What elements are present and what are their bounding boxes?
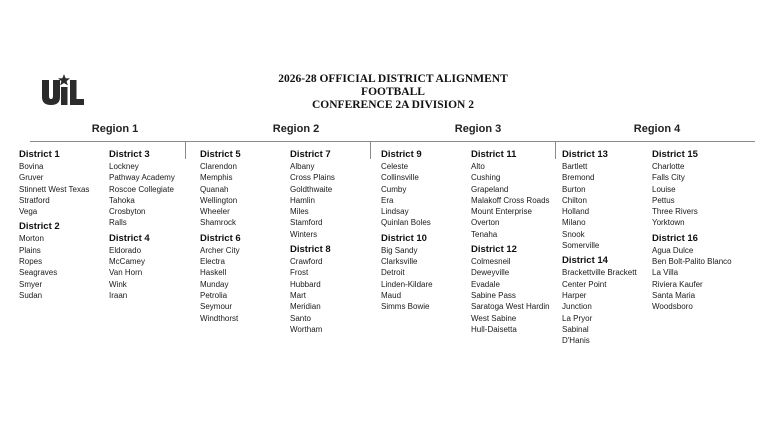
school-name: Brackettville Brackett [562, 268, 637, 278]
school-name: Ben Bolt-Palito Blanco [652, 257, 732, 267]
school-name: West Sabine [471, 313, 517, 323]
school-name: Stinnett West Texas [19, 184, 90, 194]
school-name: Roscoe Collegiate [109, 184, 174, 194]
district-name: District 13 [562, 149, 608, 160]
school-name: Agua Dulce [652, 245, 694, 255]
school-name: Wortham [290, 324, 323, 334]
school-name: Hull-Daisetta [471, 324, 517, 334]
school-name: Charlotte [652, 162, 685, 171]
school-name: Saratoga West Hardin [471, 302, 550, 312]
school-name: Electra [200, 257, 225, 267]
district-column [381, 148, 433, 316]
school-name: Iraan [109, 290, 128, 300]
district-name: District 8 [290, 244, 331, 256]
school-name: Morton [19, 234, 44, 244]
school-name: Collinsville [381, 173, 419, 183]
district-block [290, 148, 335, 240]
school-name: McCamey [109, 257, 146, 267]
district-name: District 3 [109, 149, 150, 160]
school-name: Ropes [19, 257, 43, 267]
district-name: District 14 [562, 255, 608, 267]
region-1-heading: Region 1 [91, 123, 139, 135]
district-block [652, 232, 732, 313]
district-block [381, 148, 433, 229]
school-name: Junction [562, 302, 592, 312]
school-name: Quinlan Boles [381, 218, 431, 228]
district-block [471, 243, 550, 335]
school-name: Stamford [290, 218, 323, 228]
district-block [290, 243, 335, 335]
district-column [290, 148, 335, 338]
school-name: Vega [19, 207, 38, 217]
school-name: Bartlett [562, 162, 588, 171]
title-line-2: FOOTBALL [361, 86, 425, 98]
region-3-heading: Region 3 [454, 123, 502, 135]
school-name: Goldthwaite [290, 184, 333, 194]
school-name: Mart [290, 290, 306, 300]
school-name: Wink [109, 279, 127, 289]
region-divider [370, 141, 371, 159]
district-name: District 16 [652, 232, 698, 244]
district-block [109, 232, 175, 301]
school-name: Era [381, 195, 394, 205]
school-name: Linden-Kildare [381, 279, 433, 289]
school-name: Lockney [109, 162, 139, 171]
school-name: Celeste [381, 162, 409, 171]
school-name: Eldorado [109, 245, 142, 255]
school-name: Deweyville [471, 268, 510, 278]
school-name: Crosbyton [109, 207, 146, 217]
school-name: Riviera Kaufer [652, 279, 703, 289]
school-name: Maud [381, 290, 402, 300]
district-block [200, 232, 241, 324]
school-name: Simms Bowie [381, 302, 430, 312]
school-name: Shamrock [200, 218, 237, 228]
school-name: Holland [562, 207, 590, 217]
school-name: Cushing [471, 173, 501, 183]
school-name: Albany [290, 162, 315, 171]
school-name: Chilton [562, 195, 587, 205]
school-name: Gruver [19, 173, 44, 183]
school-name: Lindsay [381, 207, 409, 217]
school-name: Harper [562, 290, 587, 300]
district-name: District 9 [381, 149, 422, 160]
school-name: Petrolia [200, 290, 228, 300]
school-name: Sabine Pass [471, 290, 516, 300]
district-name: District 10 [381, 232, 427, 244]
school-name: Falls City [652, 173, 685, 183]
school-name: Cross Plains [290, 173, 335, 183]
school-name: Seagraves [19, 268, 58, 278]
school-name: Overton [471, 218, 500, 228]
school-name: Bovina [19, 162, 44, 171]
school-name: Meridian [290, 302, 321, 312]
district-block [200, 148, 241, 229]
district-block [562, 254, 637, 346]
district-block [471, 148, 550, 240]
school-name: Sabinal [562, 324, 589, 334]
school-name: Snook [562, 229, 585, 239]
school-name: Pettus [652, 195, 675, 205]
school-name: Burton [562, 184, 586, 194]
school-name: Alto [471, 162, 485, 171]
school-name: Windthorst [200, 313, 239, 323]
school-name: Smyer [19, 279, 43, 289]
district-column [562, 148, 637, 349]
school-name: Woodsboro [652, 302, 693, 312]
school-name: Bremond [562, 173, 595, 183]
school-name: Seymour [200, 302, 233, 312]
region-4-heading: Region 4 [633, 123, 681, 135]
school-name: Somerville [562, 241, 600, 251]
district-block [562, 148, 637, 251]
district-column [109, 148, 175, 304]
school-name: Frost [290, 268, 309, 278]
district-block [381, 232, 433, 313]
school-name: La Pryor [562, 313, 593, 323]
school-name: Stratford [19, 195, 50, 205]
school-name: Grapeland [471, 184, 509, 194]
school-name: Santa Maria [652, 290, 696, 300]
school-name: D'Hanis [562, 336, 590, 346]
school-name: Detroit [381, 268, 405, 278]
school-name: Center Point [562, 279, 607, 289]
school-name: Three Rivers [652, 207, 698, 217]
header-divider [30, 141, 755, 142]
district-block [19, 220, 89, 301]
district-name: District 1 [19, 149, 60, 160]
document-title [240, 73, 546, 112]
district-column [19, 148, 89, 304]
school-name: Cumby [381, 184, 407, 194]
school-name: Clarksville [381, 257, 418, 267]
school-name: Memphis [200, 173, 233, 183]
school-name: Miles [290, 207, 309, 217]
school-name: Colmesneil [471, 257, 511, 267]
school-name: Malakoff Cross Roads [471, 195, 550, 205]
school-name: La Villa [652, 268, 679, 278]
school-name: Tahoka [109, 195, 135, 205]
school-name: Pathway Academy [109, 173, 175, 183]
school-name: Clarendon [200, 162, 237, 171]
school-name: Crawford [290, 257, 323, 267]
school-name: Big Sandy [381, 245, 418, 255]
region-2-heading: Region 2 [272, 123, 320, 135]
school-name: Wheeler [200, 207, 230, 217]
school-name: Wellington [200, 195, 238, 205]
school-name: Yorktown [652, 218, 685, 228]
district-column [652, 148, 732, 316]
title-line-3: CONFERENCE 2A DIVISION 2 [312, 99, 474, 111]
school-name: Louise [652, 184, 676, 194]
district-name: District 15 [652, 149, 698, 160]
district-name: District 7 [290, 149, 331, 160]
school-name: Van Horn [109, 268, 143, 278]
uil-logo [40, 74, 86, 106]
district-name: District 12 [471, 244, 517, 256]
school-name: Plains [19, 245, 41, 255]
title-line-1: 2026-28 OFFICIAL DISTRICT ALIGNMENT [278, 73, 508, 85]
district-column [471, 148, 550, 338]
school-name: Tenaha [471, 229, 498, 239]
region-divider [555, 141, 556, 159]
school-name: Winters [290, 229, 318, 239]
district-name: District 6 [200, 232, 241, 244]
school-name: Archer City [200, 245, 240, 255]
school-name: Ralls [109, 218, 127, 228]
district-block [109, 148, 175, 229]
district-block [19, 148, 89, 217]
school-name: Santo [290, 313, 311, 323]
district-name: District 2 [19, 221, 60, 233]
district-name: District 5 [200, 149, 241, 160]
school-name: Quanah [200, 184, 229, 194]
school-name: Hubbard [290, 279, 321, 289]
school-name: Hamlin [290, 195, 315, 205]
school-name: Milano [562, 218, 586, 228]
district-column [200, 148, 241, 327]
school-name: Haskell [200, 268, 227, 278]
district-name: District 11 [471, 149, 517, 160]
region-divider [185, 141, 186, 159]
district-name: District 4 [109, 232, 150, 244]
school-name: Munday [200, 279, 229, 289]
school-name: Mount Enterprise [471, 207, 532, 217]
school-name: Evadale [471, 279, 500, 289]
district-block [652, 148, 732, 229]
school-name: Sudan [19, 290, 43, 300]
